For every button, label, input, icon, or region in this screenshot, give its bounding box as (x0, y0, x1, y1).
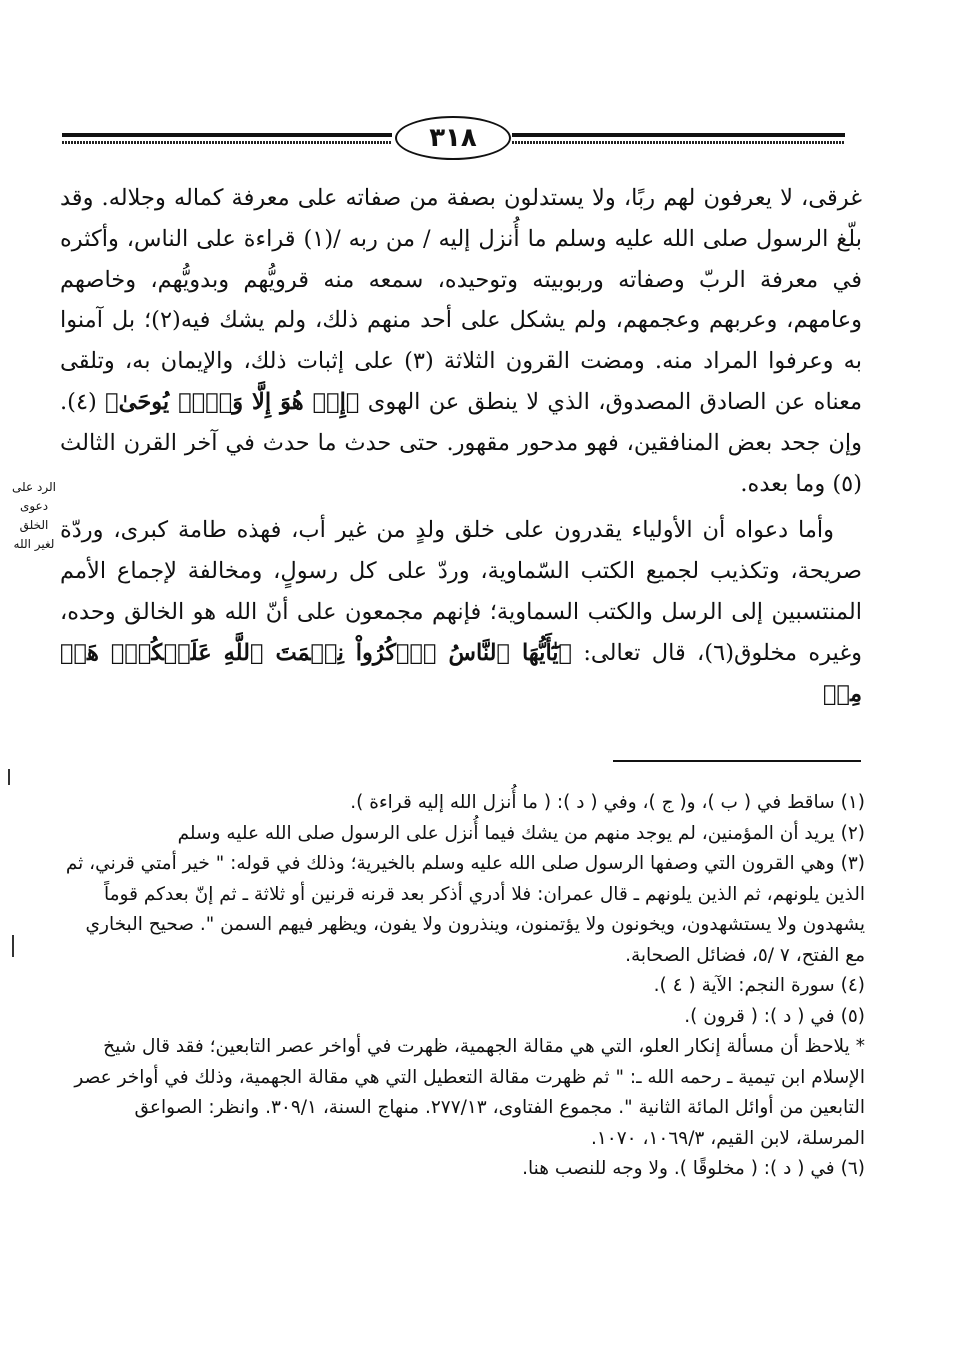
footnote: (٢)يريد أن المؤمنين، لم يوجد منهم من يشك فيما أُنزل على الرسول صلى الله عليه وسلم (177, 822, 865, 844)
margin-note-line: لغير الله (13, 537, 55, 551)
quran-verse: ﴿إِنۡ هُوَ إِلَّا وَحۡيٞ يُوحَىٰ﴾ (105, 388, 360, 415)
footnote: (٣)وهي القرون التي وصفها الرسول صلى الله عليه وسلم بالخيرية؛ وذلك في قوله: " خير أمتي قرني، ثم الذين يلونهم، ثم الذين يلونهم ـ قال عمران: فلا أدري أذكر بعد قرنه قرنين أو ثلاثة ـ ثم إنّ بعدكم قوماً يشهدون ولا يستشهدون، ويخونون ولا يؤتمنون، وينذرون ولا يفون، ويظهر فيهم السمن ". صحيح البخاري مع الفتح، ٧ /٥، فضائل الصحابة. (65, 853, 865, 966)
footnote: (٥)في ( د ): ( قرون ). (684, 1005, 865, 1027)
header-rule-left (62, 133, 392, 145)
quran-verse: ﴿يَٰٓأَيُّهَا ٱلنَّاسُ ٱذۡكُرُواْ نِعۡمَتَ ٱللَّهِ عَلَيۡكُمۡۚ هَلۡ مِنۡ (60, 639, 862, 707)
page-number: ٣١٨ (395, 116, 511, 160)
scan-mark (8, 769, 10, 785)
footnote-separator (613, 760, 861, 762)
header-rule-right (512, 133, 845, 145)
margin-note-line: دعوى الخلق (19, 499, 49, 532)
main-text (60, 178, 862, 714)
footnote: (٤)سورة النجم: الآية ( ٤ ). (653, 975, 865, 996)
footnote: (٦)في ( د ): ( مخلوقًا ). ولا وجه للنصب هنا. (522, 1158, 865, 1179)
scan-mark (12, 935, 14, 957)
margin-note-line: الرد على (12, 480, 56, 494)
footnotes (60, 788, 865, 1185)
footnote-note: *يلاحظ أن مسألة إنكار العلو، التي هي مقالة الجهمية، ظهرت في أواخر عصر التابعين؛ فقد قال شيخ الإسلام ابن تيمية ـ رحمه الله ـ: " ثم ظهرت مقالة التعطيل التي هي مقالة الجهمية، وذلك في أواخر عصر التابعين من أوائل المائة الثانية ". مجموع الفتاوى، ٢٧٧/١٣. منهاج السنة، ٣٠٩/١. وانظر: الصواعق المرسلة، لابن القيم، ١٠٦٩/٣، ١٠٧٠. (74, 1036, 865, 1149)
paragraph-2: وأما دعواه أن الأولياء يقدرون على خلق ولدٍ من غير أب، فهذه طامة كبرى، وردّة صريحة، وتكذيب لجميع الكتب السّماوية، وردّ على كل رسولٍ، ومخالفة لإجماع الأمم المنتسبين إلى الرسل والكتب السماوية؛ فإنهم مجمعون على أنّ الله هو الخالق وحده، وغيره مخلوق(٦)، قال تعالى: ﴿يَٰٓأَيُّهَا ٱلنَّاسُ ٱذۡكُرُواْ نِعۡمَتَ ٱللَّهِ عَلَيۡكُمۡۚ هَلۡ مِنۡ (60, 517, 862, 707)
paragraph-1: غرقى، لا يعرفون لهم ربًا، ولا يستدلون بصفة من صفاته على معرفة كماله وجلاله. وقد بلّغ الرسول صلى الله عليه وسلم ما أُنزل إليه / من ربه /(١) قراءة على الناس، وأكثره في معرفة الربّ وصفاته وربوبيته وتوحيده، سمعه منه قرويُّهم وبدويُّهم، وخاصهم وعامهم، وعربهم وعجمهم، ولم يشكل على أحد منهم ذلك، ولم يشك فيه(٢)؛ بل آمنوا به وعرفوا المراد منه. ومضت القرون الثلاثة (٣) على إثبات ذلك، والإيمان به، وتلقى معناه عن الصادق المصدوق، الذي لا ينطق عن الهوى ﴿إِنۡ هُوَ إِلَّا وَحۡيٞ يُوحَىٰ﴾ (٤). وإن جحد بعض المنافقين، فهو مدحور مقهور. حتى حدث ما حدث في آخر القرن الثالث (٥) وما بعده. (60, 185, 863, 497)
margin-note (4, 478, 64, 554)
footnote: (١)ساقط في ( ب )، و( ج )، وفي ( د ): ( ما أُنزل الله إليه قراءة ). (350, 792, 865, 813)
